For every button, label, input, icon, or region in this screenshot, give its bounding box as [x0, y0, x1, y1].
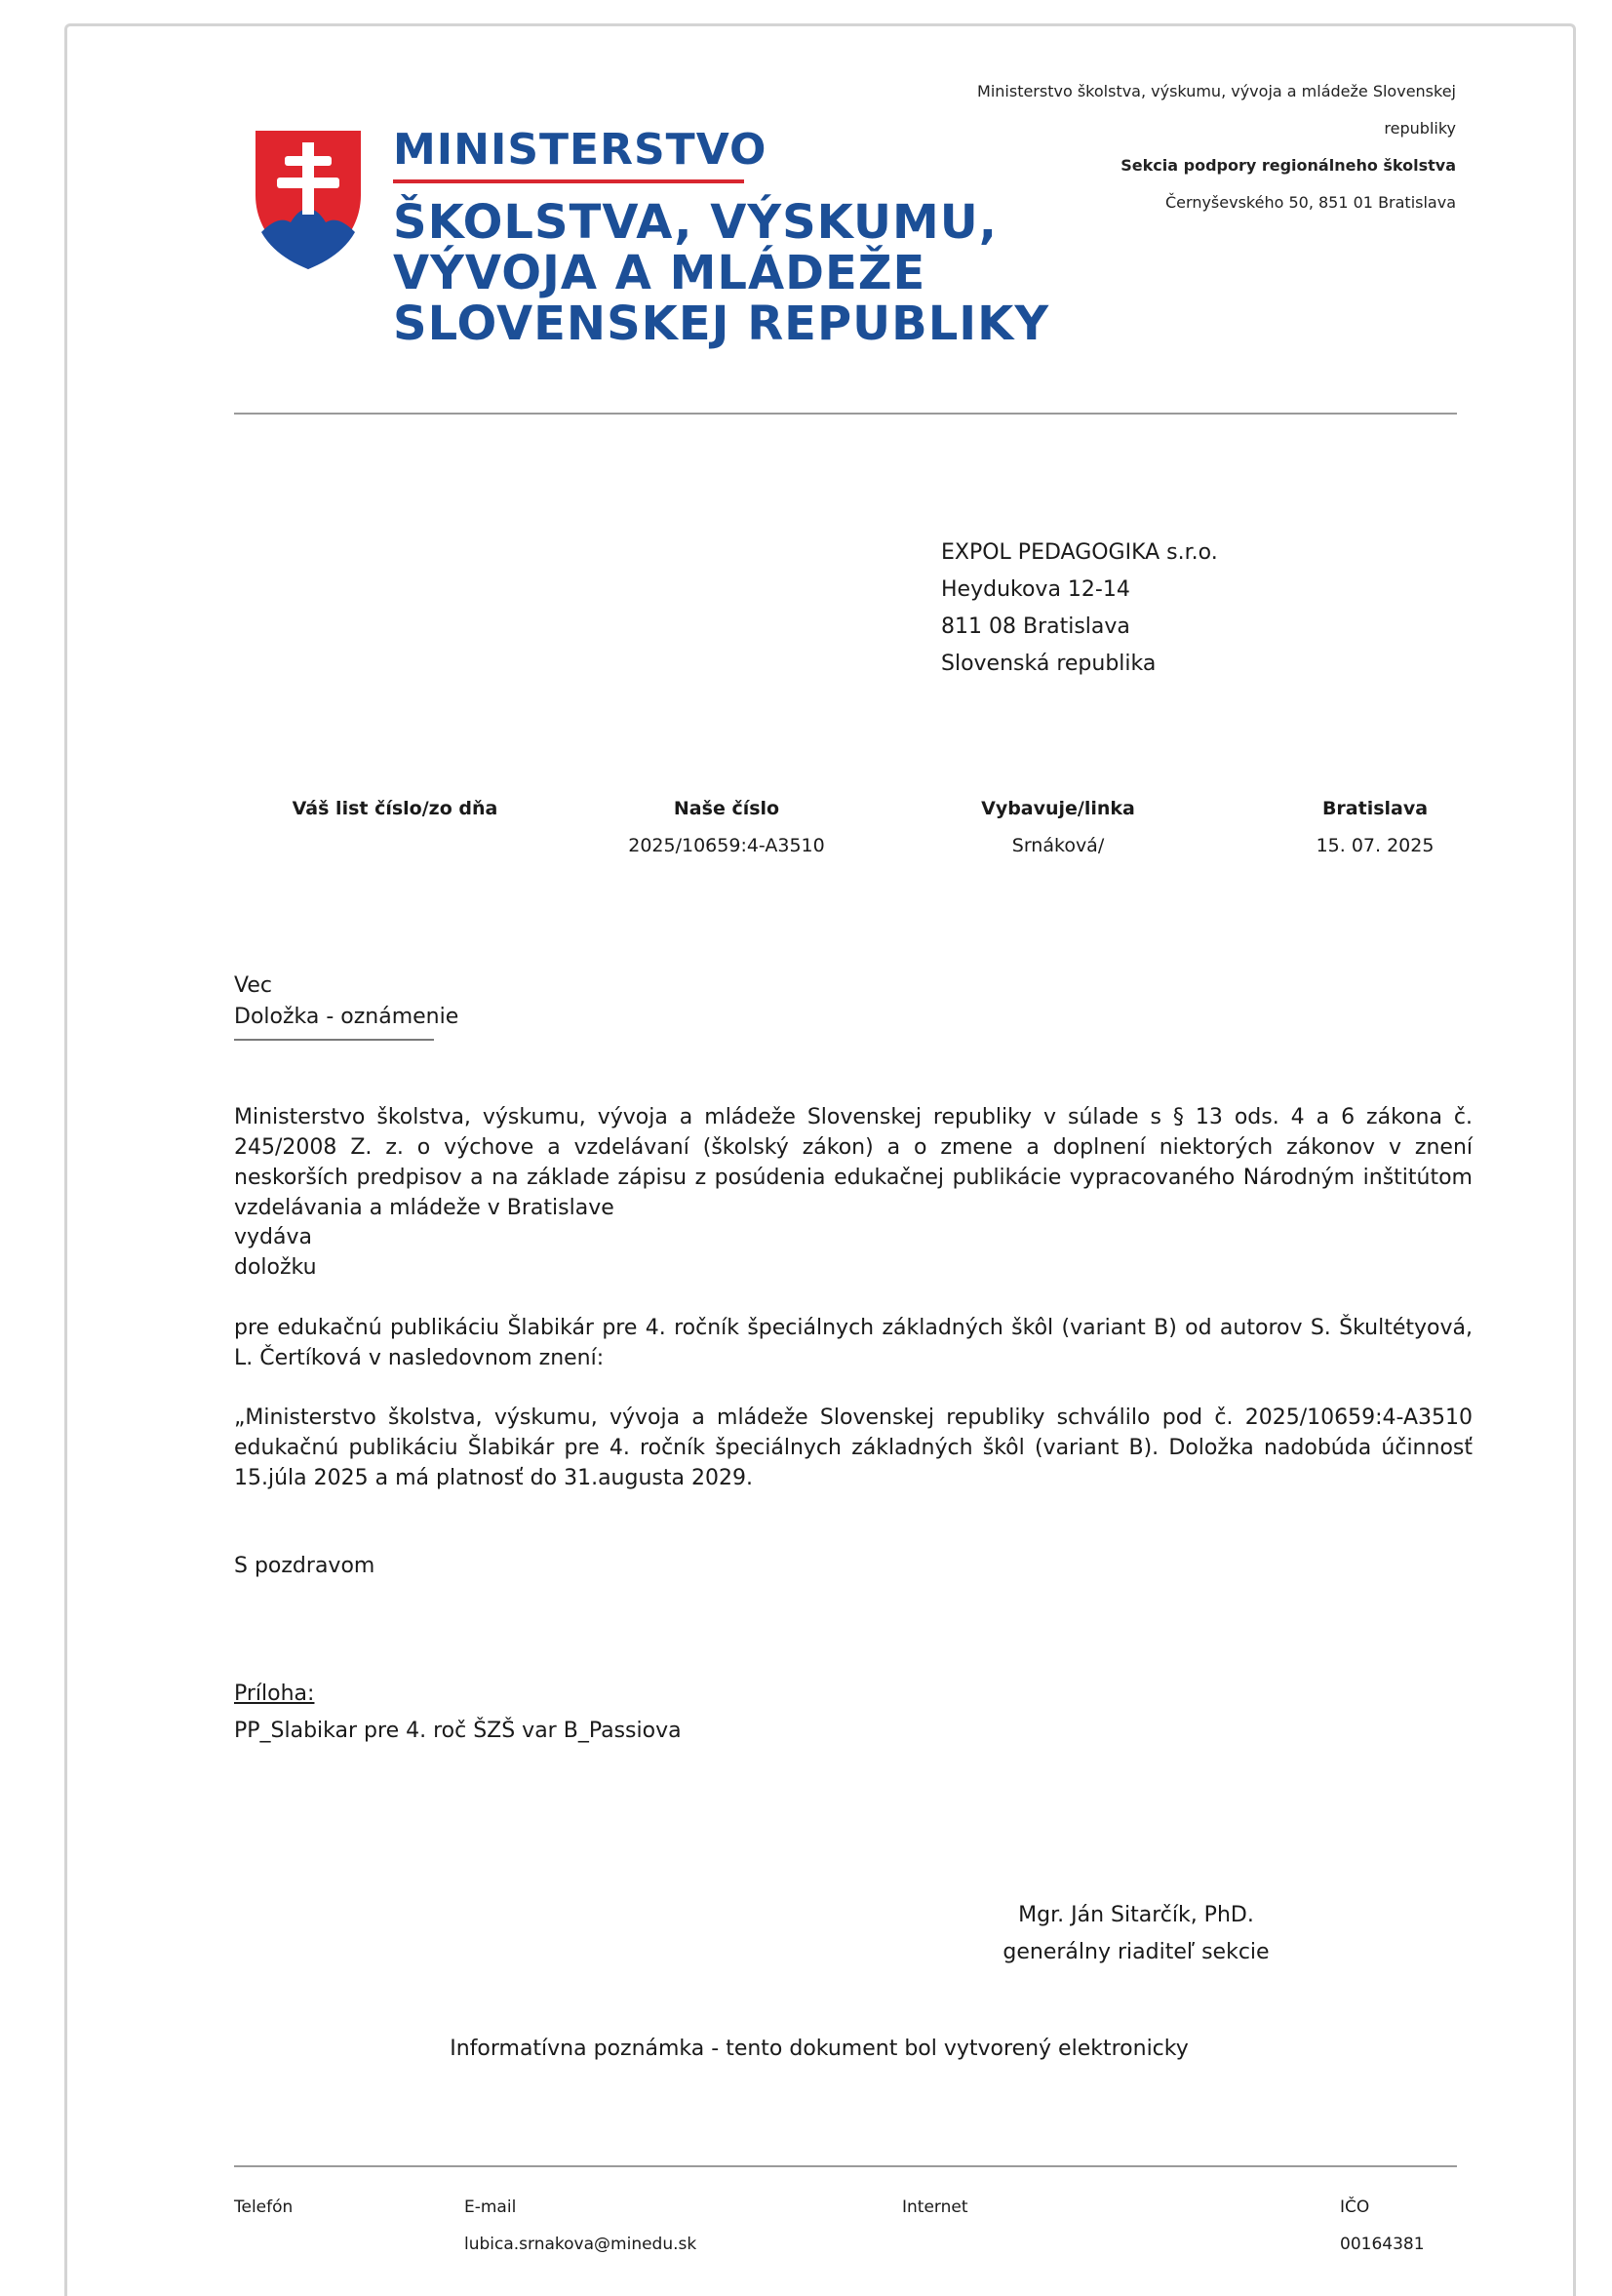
ref-place-label: Bratislava: [1321, 798, 1429, 819]
sender-address: Černyševského 50, 851 01 Bratislava: [1165, 193, 1456, 212]
body-paragraph-1: Ministerstvo školstva, výskumu, vývoja a mládeže Slovenskej republiky v súlade s § 13 ods. 4 a 6 zákona č. 245/2008 Z. z. o výchove a vzdelávaní (školský zákon) a o zmene a doplnení niektorých zákonov v znení neskorších predpisov a na základe zápisu z posúdenia edukačnej publikácie vypracovaného Národným inštitútom vzdelávania a mládeže v Bratislave: [234, 1105, 1473, 1220]
recipient-name: EXPOL PEDAGOGIKA s.r.o.: [941, 540, 1218, 565]
ref-handler-value: Srnáková/: [1011, 835, 1105, 856]
body-paragraph-3: pre edukačnú publikáciu Šlabikár pre 4. ročník špeciálnych základných škôl (variant B) od autorov S. Škultétyová, L. Čertíková v nasledovnom znení:: [234, 1316, 1473, 1370]
slovak-coat-of-arms-icon: [252, 127, 365, 273]
subject-label: Vec: [234, 973, 272, 998]
body-paragraph-issue: [234, 1222, 1473, 1283]
ref-handler: [936, 790, 1180, 864]
recipient-city: 811 08 Bratislava: [941, 614, 1130, 639]
sender-line2: republiky: [1384, 119, 1456, 138]
sender-section: Sekcia podpory regionálneho školstva: [1121, 156, 1456, 175]
header-divider: [234, 413, 1457, 415]
body-issue-line1: vydáva: [234, 1225, 312, 1249]
footer-phone: [234, 2189, 293, 2226]
logo-line-3: VÝVOJA A MLÁDEŽE: [393, 246, 926, 300]
recipient-address: [941, 534, 1218, 683]
ref-your-letter: [273, 790, 517, 827]
ref-place-date: [1268, 790, 1482, 864]
ref-our-number: [595, 790, 858, 864]
recipient-country: Slovenská republika: [941, 652, 1157, 676]
logo-line-2: ŠKOLSTVA, VÝSKUMU,: [393, 195, 998, 250]
footer-email-label: E-mail: [464, 2197, 517, 2217]
subject-block: [234, 970, 458, 1041]
attachment-label: Príloha:: [234, 1682, 315, 1706]
informative-note: Informatívna poznámka - tento dokument bol vytvorený elektronicky: [450, 2037, 1189, 2061]
attachment-block: [234, 1676, 682, 1750]
footer-ico-value: 00164381: [1340, 2235, 1425, 2254]
ref-our-number-label: Naše číslo: [673, 798, 780, 819]
body-paragraph-quote: „Ministerstvo školstva, výskumu, vývoja a mládeže Slovenskej republiky schválilo pod č. 2025/10659:4-A3510 edukačnú publikáciu Šlabikár pre 4. ročník špeciálnych základných škôl (variant B). Doložka nadobúda účinnosť 15.júla 2025 a má platnosť do 31.augusta 2029.: [234, 1405, 1473, 1490]
footer-email-value[interactable]: lubica.srnakova@minedu.sk: [464, 2235, 697, 2254]
footer-ico-label: IČO: [1340, 2197, 1370, 2217]
ref-date-value: 15. 07. 2025: [1316, 835, 1435, 856]
footer-divider: [234, 2165, 1457, 2167]
attachment-file: PP_Slabikar pre 4. roč ŠZŠ var B_Passiova: [234, 1719, 682, 1743]
subject-underline: [234, 1039, 434, 1041]
ref-your-letter-label: Váš list číslo/zo dňa: [292, 798, 498, 819]
footer-email: [464, 2189, 696, 2263]
ref-handler-label: Vybavuje/linka: [981, 798, 1135, 819]
sender-block: [910, 73, 1456, 221]
ref-our-number-value: 2025/10659:4-A3510: [628, 835, 825, 856]
logo-line-ministerstvo: MINISTERSTVO: [393, 125, 767, 175]
signature-name: Mgr. Ján Sitarčík, PhD.: [1018, 1903, 1254, 1927]
sender-line1: Ministerstvo školstva, výskumu, vývoja a mládeže Slovenskej: [977, 82, 1456, 100]
signature-title: generálny riaditeľ sekcie: [1003, 1940, 1270, 1964]
footer-ico: [1340, 2189, 1425, 2263]
footer-internet: [902, 2189, 968, 2226]
recipient-street: Heydukova 12-14: [941, 577, 1130, 602]
ministry-logo: [252, 125, 1050, 351]
body-greeting: S pozdravom: [234, 1554, 375, 1578]
signature-block: [975, 1897, 1297, 1971]
logo-red-rule: [393, 179, 744, 183]
footer-phone-label: Telefón: [234, 2197, 294, 2217]
footer-internet-label: Internet: [902, 2197, 968, 2217]
logo-line-4: SLOVENSKEJ REPUBLIKY: [393, 297, 1050, 351]
body-issue-line2: doložku: [234, 1255, 317, 1280]
subject-title: Doložka - oznámenie: [234, 1005, 459, 1029]
